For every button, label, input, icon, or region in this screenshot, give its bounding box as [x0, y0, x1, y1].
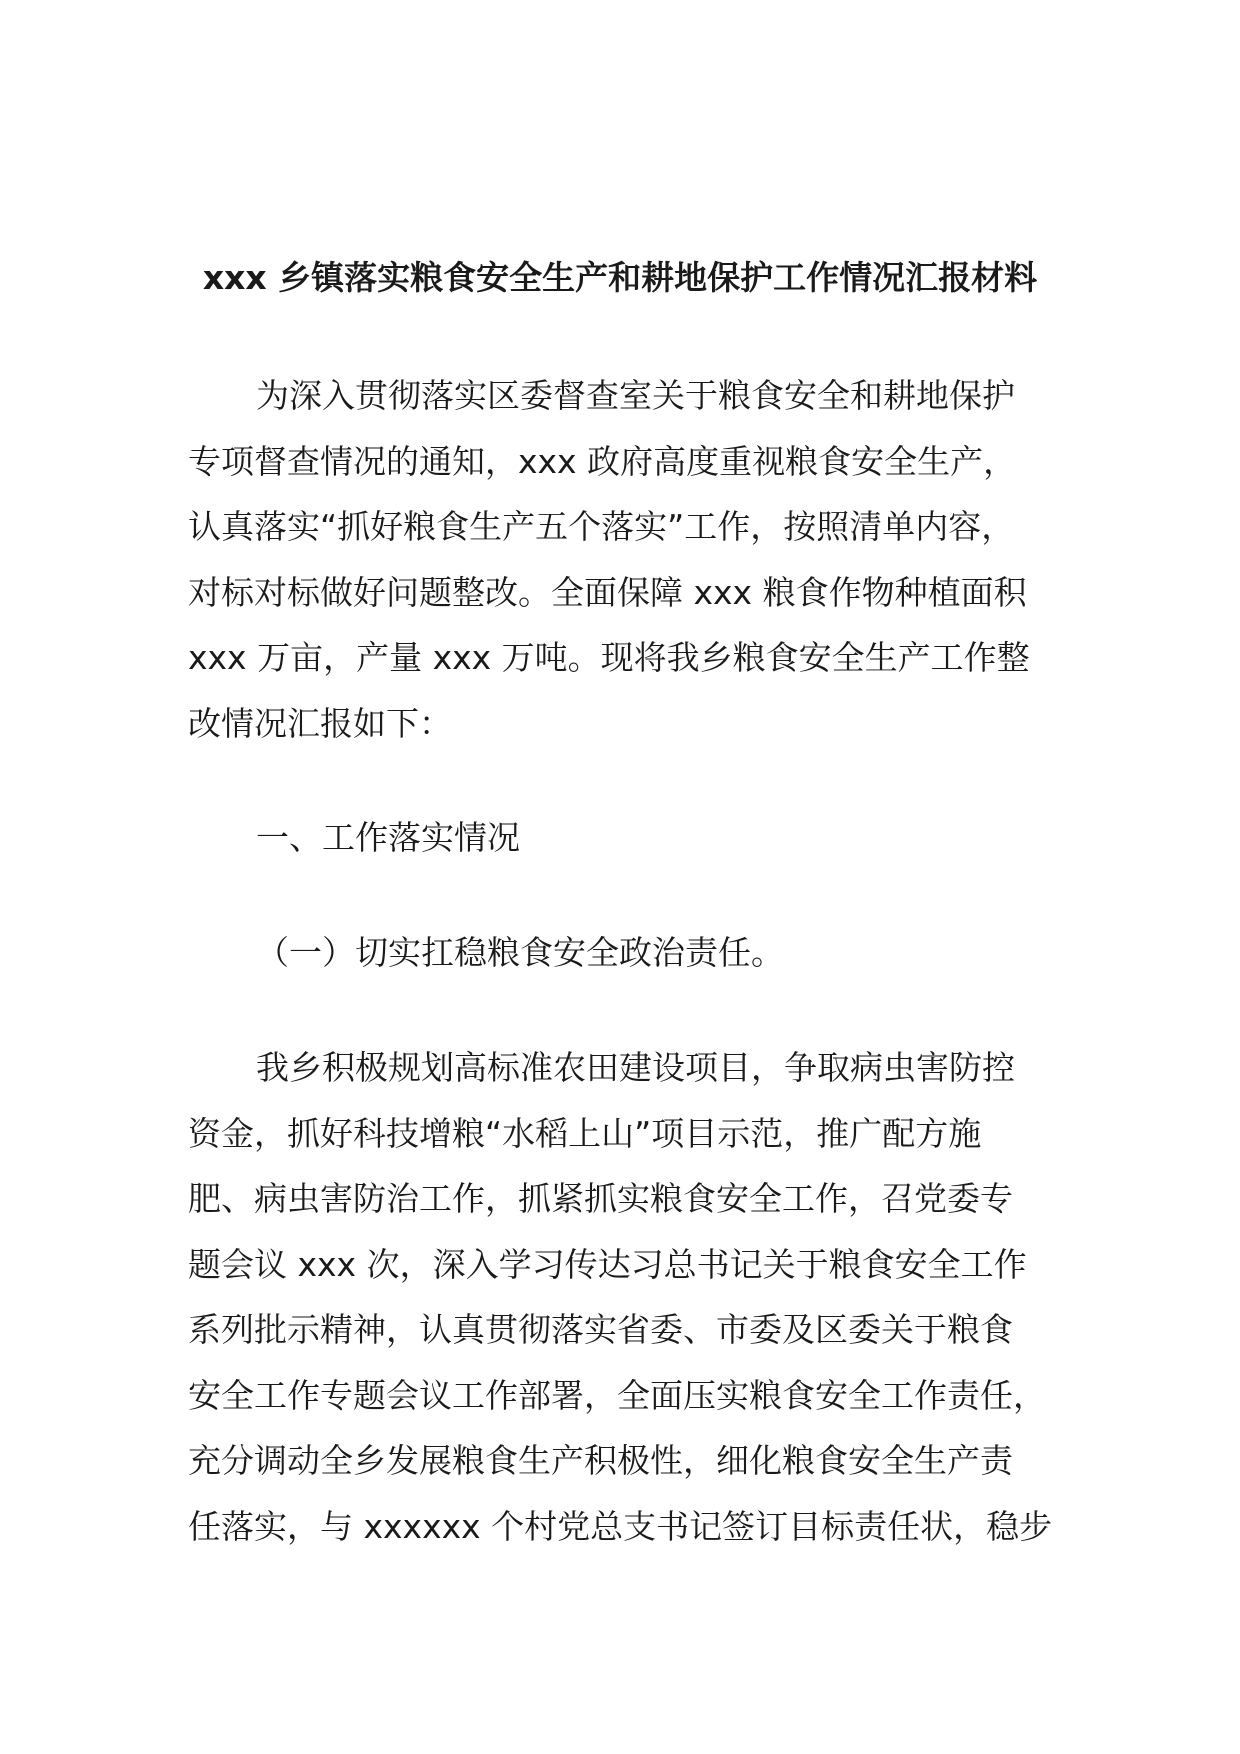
paragraph-line: 专项督查情况的通知，xxx 政府高度重视粮食安全生产， [188, 441, 1017, 481]
paragraph-line: 认真落实“抓好粮食生产五个落实”工作，按照清单内容， [188, 507, 1015, 546]
section-heading-block [188, 805, 1068, 871]
paragraph-line: xxx 万亩，产量 xxx 万吨。现将我乡粮食安全生产工作整 [188, 638, 1030, 677]
subsection-heading-block [188, 920, 1068, 986]
intro-paragraph [188, 363, 1068, 756]
paragraph-line: 安全工作专题会议工作部署，全面压实粮食安全工作责任， [188, 1375, 1046, 1415]
paragraph-line: 我乡积极规划高标准农田建设项目，争取病虫害防控 [256, 1048, 1015, 1087]
section-heading: 一、工作落实情况 [256, 818, 520, 857]
body-paragraph [188, 1035, 1068, 1559]
subsection-heading: （一）切实扛稳粮食安全政治责任。 [256, 933, 784, 972]
paragraph-line: 对标对标做好问题整改。全面保障 xxx 粮食作物种植面积 [188, 572, 1027, 612]
paragraph-line: 系列批示精神，认真贯彻落实省委、市委及区委关于粮食 [188, 1310, 1013, 1349]
paragraph-line: 肥、病虫害防治工作，抓紧抓实粮食安全工作，召党委专 [188, 1179, 1013, 1218]
paragraph-line: 任落实，与 xxxxxx 个村党总支书记签订目标责任状，稳步 [188, 1506, 1053, 1546]
paragraph-line: 为深入贯彻落实区委督查室关于粮食安全和耕地保护 [256, 376, 1015, 415]
document-title: xxx 乡镇落实粮食安全生产和耕地保护工作情况汇报材料 [202, 258, 1038, 297]
paragraph-line: 改情况汇报如下： [188, 703, 452, 743]
paragraph-line: 题会议 xxx 次，深入学习传达习总书记关于粮食安全工作 [188, 1244, 1027, 1284]
paragraph-line: 资金，抓好科技增粮“水稻上山”项目示范，推广配方施 [188, 1113, 982, 1153]
paragraph-line: 充分调动全乡发展粮食生产积极性，细化粮食安全生产责 [188, 1441, 1013, 1480]
